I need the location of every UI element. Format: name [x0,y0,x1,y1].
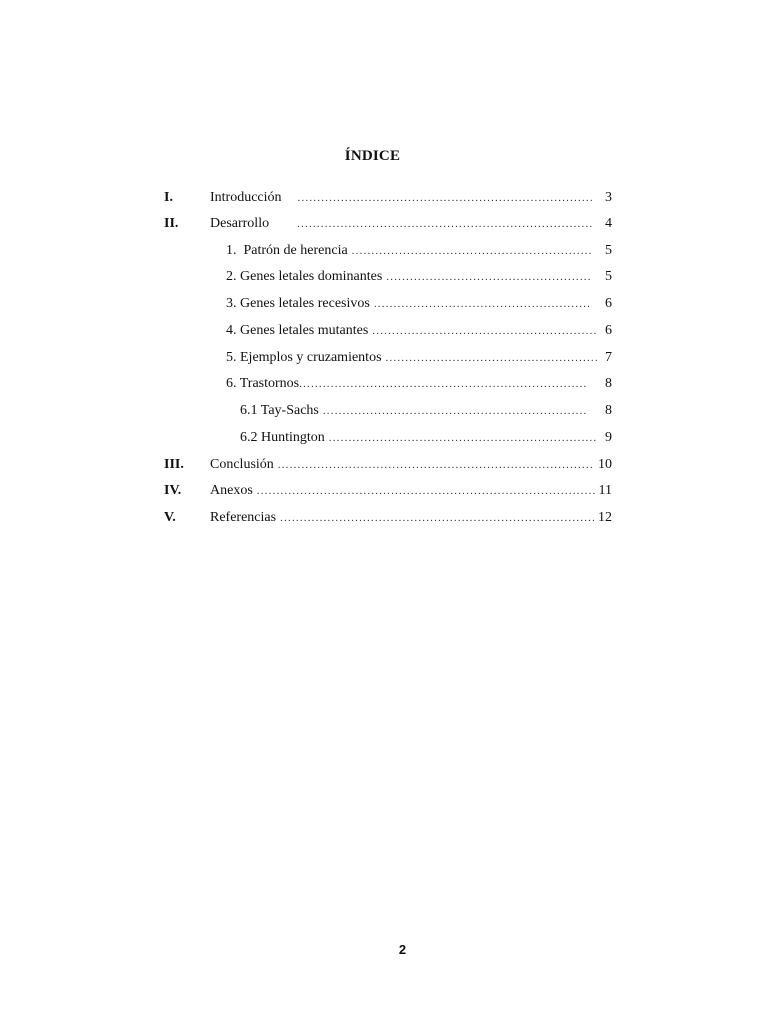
toc-leader-dots [323,401,588,421]
toc-leader-dots [372,321,598,341]
toc-page-number: 11 [598,483,612,498]
toc-page-number: 4 [605,216,612,231]
toc-entry-label: Anexos [210,483,253,498]
toc-roman-numeral: II. [164,216,179,231]
toc-roman-numeral: IV. [164,483,182,498]
toc-page-number: 5 [605,243,612,258]
toc-entry-label: Introducción [210,190,282,205]
toc-entry[interactable] [240,401,612,421]
toc-entry-label: Conclusión [210,457,274,472]
toc-row [0,267,768,287]
toc-page-number: 12 [598,510,612,525]
toc-leader-dots [329,428,598,448]
toc-page-number: 8 [605,376,612,391]
toc-entry[interactable] [226,348,612,368]
toc-entry-label: 2. Genes letales dominantes [226,269,383,284]
toc-row [0,241,768,261]
toc-row [0,188,768,208]
toc-entry[interactable] [226,321,612,341]
toc-entry-label: 6.2 Huntington [240,430,325,445]
toc-leader-dots [386,267,592,287]
toc-roman-numeral: III. [164,457,184,472]
toc-leader-dots [374,294,592,314]
toc-entry[interactable] [210,188,612,208]
toc-entry[interactable] [226,294,612,314]
toc-page-number: 8 [605,403,612,418]
toc-entry[interactable] [210,508,612,528]
toc-leader-dots [257,481,595,501]
toc-page-number: 10 [598,457,612,472]
toc-page-number: 5 [605,269,612,284]
toc-row [0,321,768,341]
toc-leader-dots [352,241,592,261]
toc-page-number: 6 [605,323,612,338]
toc-page-number: 3 [605,190,612,205]
toc-row [0,214,768,234]
toc-leader-dots [278,455,594,475]
toc-leader-dots [386,348,598,368]
toc-row [0,455,768,475]
toc-row [0,401,768,421]
toc-row [0,348,768,368]
toc-row [0,374,768,394]
toc-roman-numeral: V. [164,510,176,525]
toc-entry-label: Desarrollo [210,216,270,231]
toc-entry-label: 1. Patrón de herencia [226,243,348,258]
toc-row [0,294,768,314]
toc-leader-dots [298,188,592,208]
toc-entry-label: 5. Ejemplos y cruzamientos [226,350,382,365]
toc-page-number: 6 [605,296,612,311]
toc-page-number: 7 [605,350,612,365]
toc-entry-label: 6. Trastornos [226,376,300,391]
toc-entry[interactable] [210,455,612,475]
toc-leader-dots [299,374,588,394]
toc-entry[interactable] [226,241,612,261]
toc-page-number: 9 [605,430,612,445]
toc-entry[interactable] [210,481,612,501]
toc-row [0,428,768,448]
toc-entry-label: 3. Genes letales recesivos [226,296,370,311]
toc-entry-label: 6.1 Tay-Sachs [240,403,319,418]
toc-entry[interactable] [210,214,612,234]
toc-row [0,481,768,501]
toc-entry[interactable] [226,374,612,394]
page-number: 2 [398,942,407,957]
toc-entry[interactable] [240,428,612,448]
page-title: ÍNDICE [344,148,401,164]
toc-leader-dots [297,214,592,234]
toc-roman-numeral: I. [164,190,173,205]
toc-leader-dots [280,508,596,528]
toc-entry[interactable] [226,267,612,287]
toc-entry-label: 4. Genes letales mutantes [226,323,369,338]
toc-entry-label: Referencias [210,510,277,525]
toc-row [0,508,768,528]
